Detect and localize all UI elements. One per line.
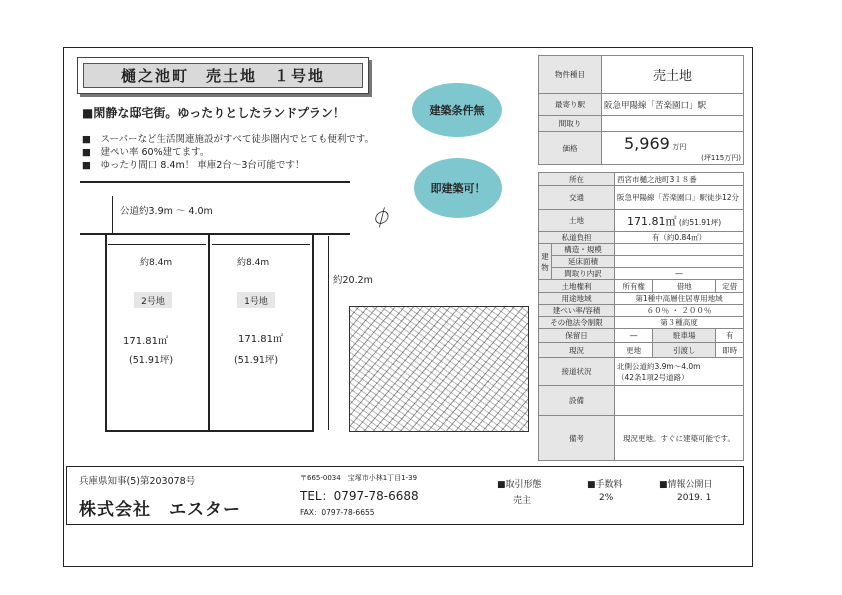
fee-label: ■手数料 [587, 480, 623, 490]
structure-label: 構造・規模 [552, 244, 615, 256]
land-label: 土地 [539, 210, 615, 232]
lot1-area: 171.81㎡ [238, 334, 283, 345]
rights-owner: 所有権 [615, 280, 653, 293]
station-value: 阪急甲陽線「苦楽園口」駅 [602, 94, 744, 116]
equipment-value [615, 386, 744, 416]
land-tsubo: (約51.91坪) [678, 217, 722, 227]
parking-value: 有 [716, 329, 744, 343]
price-unit: 万円 [672, 142, 687, 151]
bullet-item: ■ スーパーなど生活関連施設がすべて徒歩圏内でとても便利です。 [82, 134, 375, 145]
footer [66, 466, 744, 525]
depth-marker [328, 236, 329, 430]
title-box [77, 57, 369, 94]
handover-value: 即時 [716, 343, 744, 358]
land-value: 171.81㎡ [627, 214, 677, 228]
price-value: 5,969 [624, 133, 670, 153]
built-label: 間取り内訳 [552, 268, 615, 280]
north-arrow-icon: ⏀ [370, 206, 390, 230]
address-value: 西宮市樋之池町3１８番 [615, 173, 744, 186]
price-label: 価格 [539, 132, 602, 165]
info-table-bottom [538, 172, 744, 461]
bullet-list [82, 133, 374, 172]
other-label: その他法令制限 [539, 317, 615, 329]
lot2-area: 171.81㎡ [123, 336, 168, 347]
open-date-label: ■情報公開日 [659, 480, 713, 490]
depth-label: 約20.2m [333, 275, 373, 286]
road-width-marker [112, 196, 113, 234]
bullet-item: ■ ゆったり間口 8.4m！ 車庫2台～3台可能です！ [82, 160, 305, 171]
expiry-value: ― [615, 329, 653, 343]
current-value: 更地 [615, 343, 653, 358]
floor-area-label: 延床面積 [552, 256, 615, 268]
company-name: 株式会社 エスター [79, 500, 241, 520]
layout-label: 間取り [539, 116, 602, 132]
price-per-tsubo: (坪115万円) [701, 153, 741, 162]
rights-lease: 借地 [653, 280, 716, 293]
info-table-top [538, 55, 744, 165]
private-road-value: 有（約0.84㎡） [615, 232, 744, 244]
zoning-label: 用途地域 [539, 293, 615, 305]
equipment-label: 設備 [539, 386, 615, 416]
rights-label: 土地権利 [539, 280, 615, 293]
deal-type-label: ■取引形態 [497, 480, 542, 490]
floor-area-value [615, 256, 744, 268]
no-condition-badge: 建築条件無 [412, 83, 502, 137]
coverage-label: 建ぺい率/容積 [539, 305, 615, 317]
lot-boundary-left [105, 234, 107, 431]
open-date-value: 2019. 1 [677, 493, 712, 503]
bullet-item: ■ 建ぺい率 60%建てます。 [82, 147, 210, 158]
license-number: 兵庫県知事(5)第203078号 [79, 476, 196, 487]
fee-value: 2% [599, 493, 614, 503]
road-edge-bottom [80, 233, 350, 235]
land-cell [615, 210, 744, 232]
address-label: 所在 [539, 173, 615, 186]
deal-type-value: 売主 [513, 496, 532, 506]
road-access-cell [615, 358, 744, 386]
page-title: 樋之池町 売土地 １号地 [83, 63, 363, 88]
lot-boundary-right [312, 234, 314, 431]
lot1-width-marker [212, 244, 310, 245]
lot-boundary-bottom [105, 430, 314, 432]
rights-other: 定借 [716, 280, 744, 293]
built-value: ― [615, 268, 744, 280]
road-access-value: 北側公道約3.9m～4.0m [617, 361, 701, 371]
structure-value [615, 244, 744, 256]
road-edge-top [80, 181, 350, 183]
location-map [349, 306, 529, 432]
coverage-value: ６０％ ・ ２００％ [615, 305, 744, 317]
company-fax: FAX：0797-78-6655 [300, 508, 375, 517]
road-width-label: 公道約3.9m ～ 4.0m [120, 206, 213, 217]
layout-value [602, 116, 744, 132]
lot-boundary-middle [208, 234, 210, 431]
lot2-name: 2号地 [134, 292, 172, 308]
parking-label: 駐車場 [653, 329, 716, 343]
handover-label: 引渡し [653, 343, 716, 358]
company-tel: TEL：0797-78-6688 [300, 489, 419, 503]
lot2-width: 約8.4m [140, 258, 173, 268]
note-label: 備考 [539, 416, 615, 461]
price-cell [602, 132, 744, 165]
private-road-label: 私道負担 [539, 232, 615, 244]
expiry-label: 保留日 [539, 329, 615, 343]
transport-value: 阪急甲陽線「苦楽園口」駅徒歩12分 [615, 186, 744, 210]
lot1-tsubo: (51.91坪) [234, 355, 279, 366]
immediate-build-badge: 即建築可！ [414, 158, 502, 218]
lot2-tsubo: (51.91坪) [129, 355, 174, 366]
type-value: 売土地 [602, 56, 744, 94]
zoning-value: 第1種中高層住居専用地域 [615, 293, 744, 305]
headline: ■閑静な邸宅街。ゆったりとしたランドプラン！ [82, 106, 345, 120]
lot2-width-marker [108, 244, 206, 245]
company-address: 〒665-0034 宝塚市小林1丁目1-39 [300, 474, 418, 482]
current-label: 現況 [539, 343, 615, 358]
road-access-label: 接道状況 [539, 358, 615, 386]
building-group-label: 建物 [539, 244, 552, 280]
lot1-name: 1号地 [237, 292, 275, 308]
road-access-sub: （42条1項2号道路） [617, 372, 689, 382]
other-value: 第３種高度 [615, 317, 744, 329]
type-label: 物件種目 [539, 56, 602, 94]
note-value: 現況更地。すぐに建築可能です。 [615, 416, 744, 461]
station-label: 最寄り駅 [539, 94, 602, 116]
transport-label: 交通 [539, 186, 615, 210]
lot1-width: 約8.4m [237, 258, 270, 268]
